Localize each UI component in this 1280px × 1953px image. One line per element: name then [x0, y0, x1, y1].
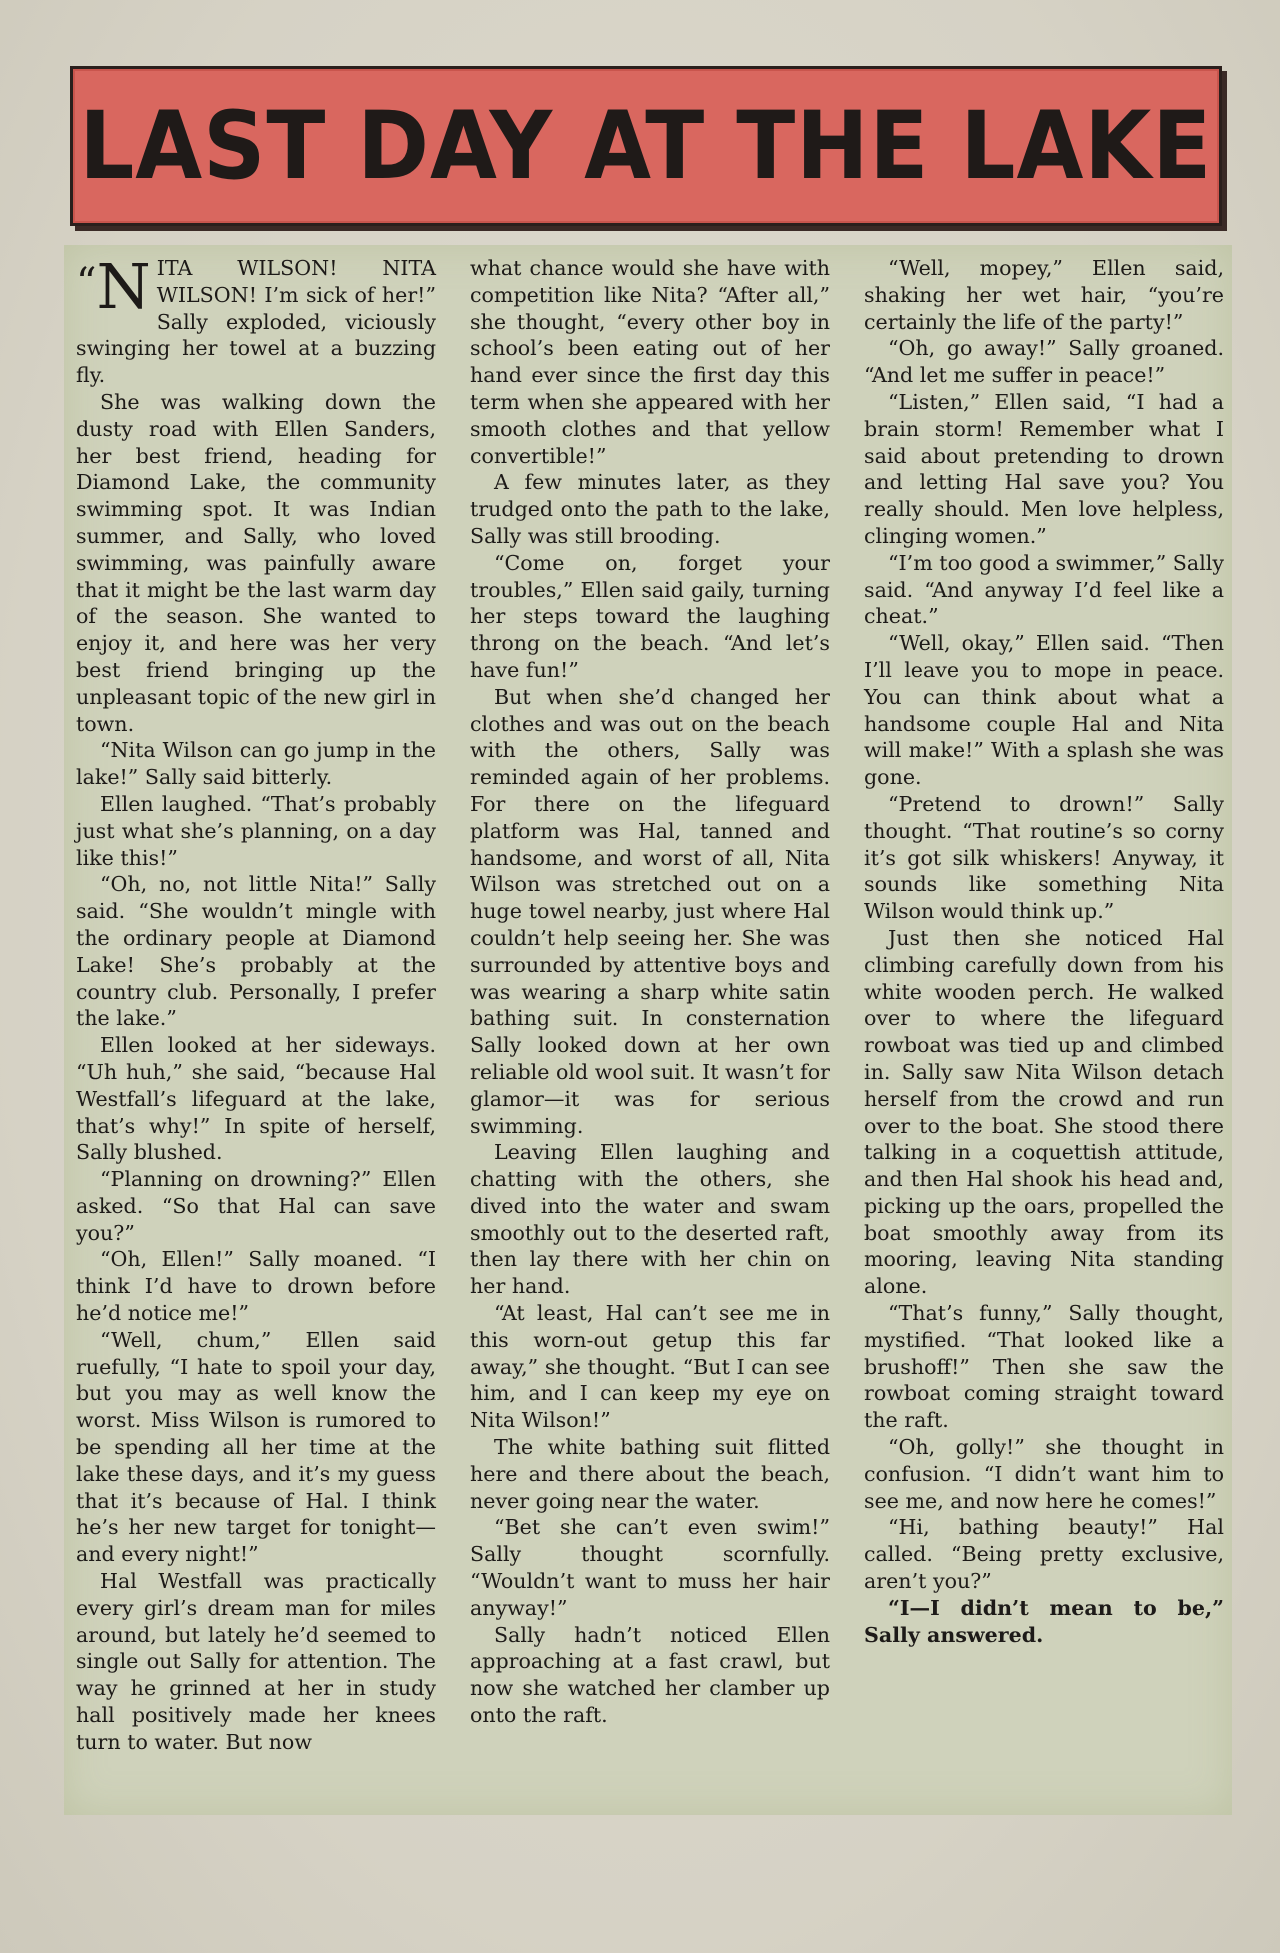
- paragraph: “Listen,” Ellen said, “I had a brain storm! Remember what I said about pretending to drown and letting Hal save you? You really should. Men love helpless, clinging women.”: [864, 389, 1224, 548]
- paragraph: “Come on, forget your troubles,” Ellen said gaily, turning her steps toward the laughing throng on the beach. “And let’s have fun!”: [470, 550, 830, 682]
- paragraph: A few minutes later, as they trudged onto the path to the lake, Sally was still brooding.: [470, 470, 830, 548]
- paragraph: “Oh, go away!” Sally groaned. “And let me suffer in peace!”: [864, 336, 1224, 388]
- column-1: [70, 250, 442, 1795]
- paragraph: “That’s funny,” Sally thought, mystified. “That looked like a brushoff!” Then she saw the rowboat coming straight toward the raft.: [864, 1301, 1224, 1433]
- paragraph: Hal Westfall was practically every girl’s dream man for miles around, but lately he’d seemed to single out Sally for attention. The way he grinned at her in study hall positively made her knees turn to water. But now: [76, 1569, 436, 1754]
- paragraph: The white bathing suit flitted here and there about the beach, never going near the water.: [470, 1435, 830, 1513]
- paragraph: “At least, Hal can’t see me in this worn-out getup this far away,” she thought. “But I can see him, and I can keep my eye on Nita Wilson!”: [470, 1301, 830, 1433]
- paragraph: But when she’d changed her clothes and was out on the beach with the others, Sally was reminded again of her problems. For there on the lifeguard platform was Hal, tanned and handsome, and worst of all, Nita Wilson was stretched out on a huge towel nearby, just where Hal couldn’t help seeing her. She was surrounded by attentive boys and was wearing a sharp white satin bathing suit. In consternation Sally looked down at her own reliable old wool suit. It wasn’t for glamor—it was for serious swimming.: [470, 684, 830, 1138]
- paragraph: “Oh, Ellen!” Sally moaned. “I think I’d have to drown before he’d notice me!”: [76, 1247, 436, 1326]
- paragraph: “Pretend to drown!” Sally thought. “That routine’s so corny it’s got silk whiskers! Anyway, it sounds like something Nita Wilson would think up.”: [864, 791, 1224, 924]
- title-banner: [70, 66, 1222, 226]
- column-3: [858, 255, 1230, 1795]
- paragraph: “Well, mopey,” Ellen said, shaking her wet hair, “you’re certainly the life of the party!”: [864, 256, 1224, 334]
- story-panel: [64, 245, 1232, 1815]
- paragraph: “Hi, bathing beauty!” Hal called. “Being pretty exclusive, aren’t you?”: [864, 1515, 1224, 1594]
- paragraph: She was walking down the dusty road with Ellen Sanders, her best friend, heading for Diamond Lake, the community swimming spot. It was Indian summer, and Sally, who loved swimming, was painfully aware that it might be the last warm day of the season. She wanted to enjoy it, and here was her very best friend bringing up the unpleasant topic of the new girl in town.: [76, 389, 436, 736]
- drop-cap: “N: [76, 250, 151, 323]
- text-columns: [70, 250, 1230, 1795]
- paragraph: Ellen laughed. “That’s probably just what she’s planning, on a day like this!”: [76, 791, 436, 870]
- paragraph: “I—I didn’t mean to be,” Sally answered.: [864, 1595, 1224, 1647]
- paragraph: “Nita Wilson can go jump in the lake!” Sally said bitterly.: [76, 738, 436, 790]
- paragraph: “I’m too good a swimmer,” Sally said. “And anyway I’d feel like a cheat.”: [864, 550, 1224, 629]
- paragraph: “Well, chum,” Ellen said ruefully, “I hate to spoil your day, but you may as well know the worst. Miss Wilson is rumored to be spending all her time at the lake these days, and it’s my guess that it’s because of Hal. I think he’s her new target for tonight—and every night!”: [76, 1327, 436, 1567]
- paragraph: Just then she noticed Hal climbing carefully down from his white wooden perch. He walked over to where the lifeguard rowboat was tied up and climbed in. Sally saw Nita Wilson detach herself from the crowd and run over to the boat. She stood there talking in a coquettish attitude, and then Hal shook his head and, picking up the oars, propelled the boat smoothly away from its mooring, leaving Nita standing alone.: [864, 925, 1224, 1299]
- paragraph: “N ITA WILSON! NITA WILSON! I’m sick of her!” Sally exploded, viciously swinging her towel at a buzzing fly.: [76, 250, 436, 388]
- paragraph: Sally hadn’t noticed Ellen approaching at a fast crawl, but now she watched her clamber up onto the raft.: [470, 1622, 830, 1728]
- paragraph: Leaving Ellen laughing and chatting with the others, she dived into the water and swam smoothly out to the deserted raft, then lay there with her chin on her hand.: [470, 1140, 830, 1299]
- column-2: [464, 255, 836, 1795]
- paragraph: “Oh, golly!” she thought in confusion. “I didn’t want him to see me, and now here he comes!”: [864, 1435, 1224, 1513]
- paragraph: Ellen looked at her sideways. “Uh huh,” she said, “because Hal Westfall’s lifeguard at the lake, that’s why!” In spite of herself, Sally blushed.: [76, 1033, 436, 1165]
- paragraph: “Planning on drowning?” Ellen asked. “So that Hal can save you?”: [76, 1167, 436, 1245]
- paragraph: “Well, okay,” Ellen said. “Then I’ll leave you to mope in peace. You can think about what a handsome couple Hal and Nita will make!” With a splash she was gone.: [864, 631, 1224, 790]
- paragraph: what chance would she have with competition like Nita? “After all,” she thought, “every other boy in school’s been eating out of her hand ever since the first day this term when she appeared with her smooth clothes and that yellow convertible!”: [470, 256, 830, 468]
- story-title: LAST DAY AT THE LAKE: [79, 91, 1213, 201]
- paragraph: “Oh, no, not little Nita!” Sally said. “She wouldn’t mingle with the ordinary people at Diamond Lake! She’s probably at the country club. Personally, I prefer the lake.”: [76, 872, 436, 1031]
- paragraph: “Bet she can’t even swim!” Sally thought scornfully. “Wouldn’t want to muss her hair anyway!”: [470, 1515, 830, 1620]
